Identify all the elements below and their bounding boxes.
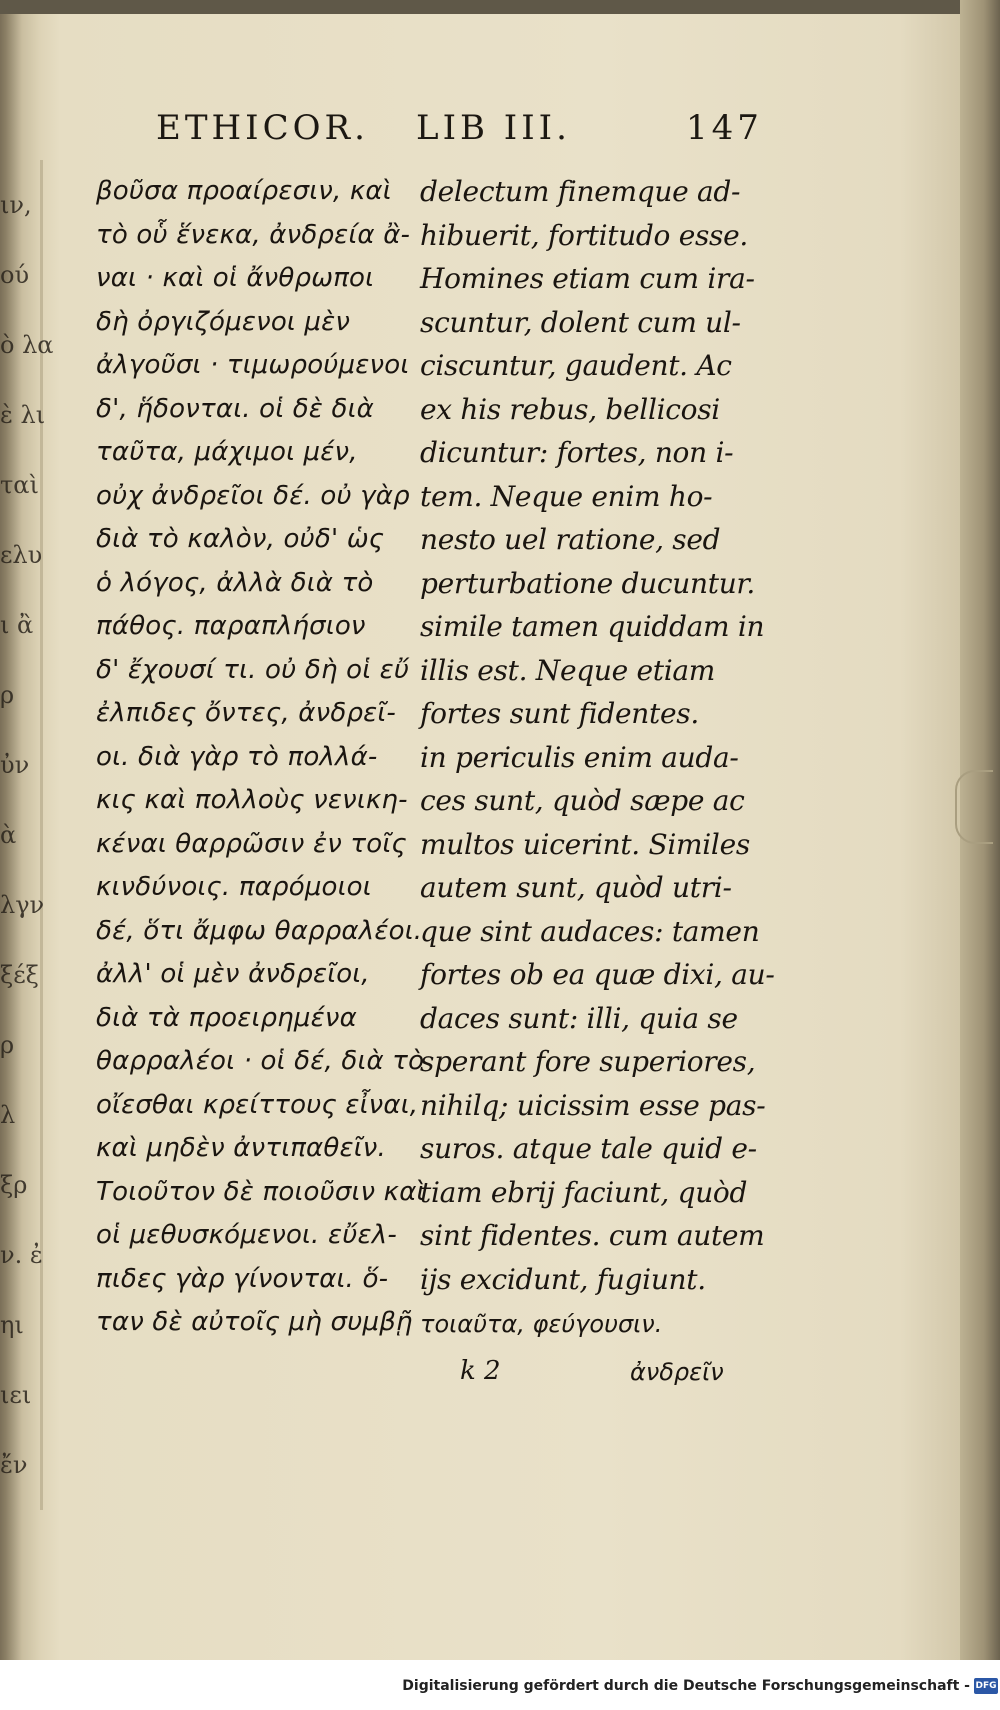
greek-text-line: ταῦτα, μάχιμοι μέν,	[96, 437, 358, 467]
latin-text-line: dicuntur: fortes, non i-	[420, 436, 734, 469]
greek-text-line: ἀλγοῦσι · τιμωρούμενοι	[96, 350, 410, 380]
latin-text-line: in periculis enim auda-	[420, 740, 739, 774]
greek-text-line: τὸ οὗ ἕνεκα, ἀνδρεία ἂ-	[96, 219, 411, 250]
dfg-logo-icon: DFG	[974, 1678, 998, 1694]
previous-page-fragment: ηι	[0, 1311, 24, 1339]
paper-fold-mark	[955, 770, 993, 844]
greek-text-line: δ' ἔχουσί τι. οὐ δὴ οἱ εὔ	[96, 654, 410, 685]
previous-page-fragment: ξρ	[0, 1171, 28, 1199]
latin-text-line: illis est. Neque etiam	[420, 653, 716, 687]
previous-page-fragment: ξέξ	[0, 961, 39, 989]
greek-text-line: κις καὶ πολλοὺς νενικη-	[96, 785, 408, 815]
latin-text-line: ex his rebus, bellicosi	[420, 392, 720, 426]
greek-text-line: καὶ μηδὲν ἀντιπαθεῖν.	[96, 1133, 386, 1163]
latin-text-line: autem sunt, quòd utri-	[420, 871, 732, 904]
previous-page-fragment: ὸ λα	[0, 331, 54, 359]
greek-text-line: κέναι θαρρῶσιν ἐν τοῖς	[96, 828, 407, 859]
latin-text-line: simile tamen quiddam in	[420, 610, 765, 643]
running-header	[156, 108, 763, 158]
latin-text-line: que sint audaces: tamen	[420, 914, 760, 948]
greek-text-line: οἱ μεθυσκόμενοι. εὔελ-	[96, 1220, 397, 1250]
greek-text-line: θαρραλέοι · οἱ δέ, διὰ τὸ	[96, 1046, 425, 1076]
previous-page-fragment: ταὶ	[0, 471, 39, 499]
greek-text-line: Τοιοῦτον δὲ ποιοῦσιν καὶ	[96, 1176, 426, 1207]
previous-page-fragment: ἔν	[0, 1451, 28, 1479]
greek-text-line: οὐχ ἀνδρεῖοι δέ. οὐ γὰρ	[96, 480, 410, 511]
running-title: ETHICOR.	[156, 108, 369, 148]
latin-text-line: multos uicerint. Similes	[420, 827, 750, 861]
latin-text-line: sint fidentes. cum autem	[420, 1219, 765, 1252]
latin-text-line: suros. atque tale quid e-	[420, 1132, 757, 1165]
previous-page-edge-text	[0, 170, 54, 1500]
previous-page-fragment: ιει	[0, 1381, 32, 1409]
greek-text-line: οἴεσθαι κρείττους εἶναι,	[96, 1089, 419, 1120]
previous-page-fragment: ελυ	[0, 541, 43, 569]
latin-text-line: ijs excidunt, fugiunt.	[420, 1262, 706, 1296]
last-greek-line: τοιαῦτα, φεύγουσιν.	[420, 1310, 663, 1338]
digitization-credit: Digitalisierung gefördert durch die Deutsche Forschungsgemeinschaft -	[402, 1678, 970, 1694]
latin-text-line: nesto uel ratione, sed	[420, 523, 721, 556]
previous-page-fragment: λγν	[0, 891, 45, 919]
book-label: LIB III.	[416, 108, 571, 148]
previous-page-fragment: ν. ἐ	[0, 1241, 43, 1269]
greek-text-line: ἐλπιδες ὄντες, ἀνδρεῖ-	[96, 698, 397, 728]
previous-page-fragment: ού	[0, 261, 30, 289]
scan-top-edge	[0, 0, 1000, 14]
latin-text-line: Homines etiam cum ira-	[420, 262, 755, 295]
latin-text-line: ciscuntur, gaudent. Ac	[420, 349, 732, 382]
latin-text-line: fortes ob ea quæ dixi, au-	[420, 958, 775, 991]
previous-page-fragment: ὰ	[0, 821, 17, 849]
previous-page-fragment: ὐν	[0, 751, 30, 779]
previous-page-fragment: ρ	[0, 681, 15, 709]
signature-mark: k 2	[460, 1356, 501, 1386]
previous-page-fragment: ρ	[0, 1031, 15, 1059]
greek-text-line: οι. διὰ γὰρ τὸ πολλά-	[96, 741, 378, 772]
greek-text-line: ναι · καὶ οἱ ἄνθρωποι	[96, 263, 375, 293]
latin-text-line: nihilq; uicissim esse pas-	[420, 1088, 766, 1122]
latin-text-line: perturbatione ducuntur.	[420, 566, 756, 600]
latin-text-line: fortes sunt fidentes.	[420, 697, 699, 730]
greek-text-line: ὁ λόγος, ἀλλὰ διὰ τὸ	[96, 567, 374, 598]
greek-text-line: ἀλλ' οἱ μὲν ἀνδρεῖοι,	[96, 959, 370, 989]
previous-page-fragment: ι ἂ	[0, 611, 34, 639]
greek-text-column	[96, 170, 426, 1345]
greek-text-line: κινδύνοις. παρόμοιοι	[96, 872, 372, 902]
latin-text-line: sperant fore superiores,	[420, 1045, 756, 1078]
latin-text-line: ces sunt, quòd sæpe ac	[420, 784, 745, 817]
catchword: ἀνδρεῖν	[630, 1358, 724, 1386]
latin-text-line: daces sunt: illi, quia se	[420, 1001, 738, 1035]
greek-text-line: πιδες γὰρ γίνονται. ὅ-	[96, 1263, 389, 1294]
page-number: 147	[686, 108, 763, 148]
greek-text-line: δὴ ὀργιζόμενοι μὲν	[96, 306, 351, 337]
latin-text-line: hibuerit, fortitudo esse.	[420, 218, 748, 252]
greek-text-line: βοῦσα προαίρεσιν, καὶ	[96, 176, 392, 206]
greek-text-line: διὰ τὰ προειρημένα	[96, 1002, 357, 1033]
previous-page-fragment: ιν,	[0, 191, 32, 219]
previous-page-fragment: ὲ λι	[0, 401, 46, 429]
previous-page-fragment: λ	[0, 1101, 16, 1129]
latin-text-line: delectum finemque ad-	[420, 175, 741, 208]
greek-text-line: διὰ τὸ καλὸν, οὐδ' ὡς	[96, 524, 385, 554]
latin-text-column	[420, 170, 775, 1301]
greek-text-line: δ', ἥδονται. οἱ δὲ διὰ	[96, 393, 374, 424]
latin-text-line: tiam ebrij faciunt, quòd	[420, 1175, 748, 1209]
latin-text-line: scuntur, dolent cum ul-	[420, 305, 741, 339]
greek-text-line: ταν δὲ αὐτοῖς μὴ συμβῇ	[96, 1307, 413, 1337]
greek-text-line: δέ, ὅτι ἄμφω θαρραλέοι.	[96, 915, 423, 946]
latin-text-line: tem. Neque enim ho-	[420, 479, 713, 513]
greek-text-line: πάθος. παραπλήσιον	[96, 611, 366, 641]
